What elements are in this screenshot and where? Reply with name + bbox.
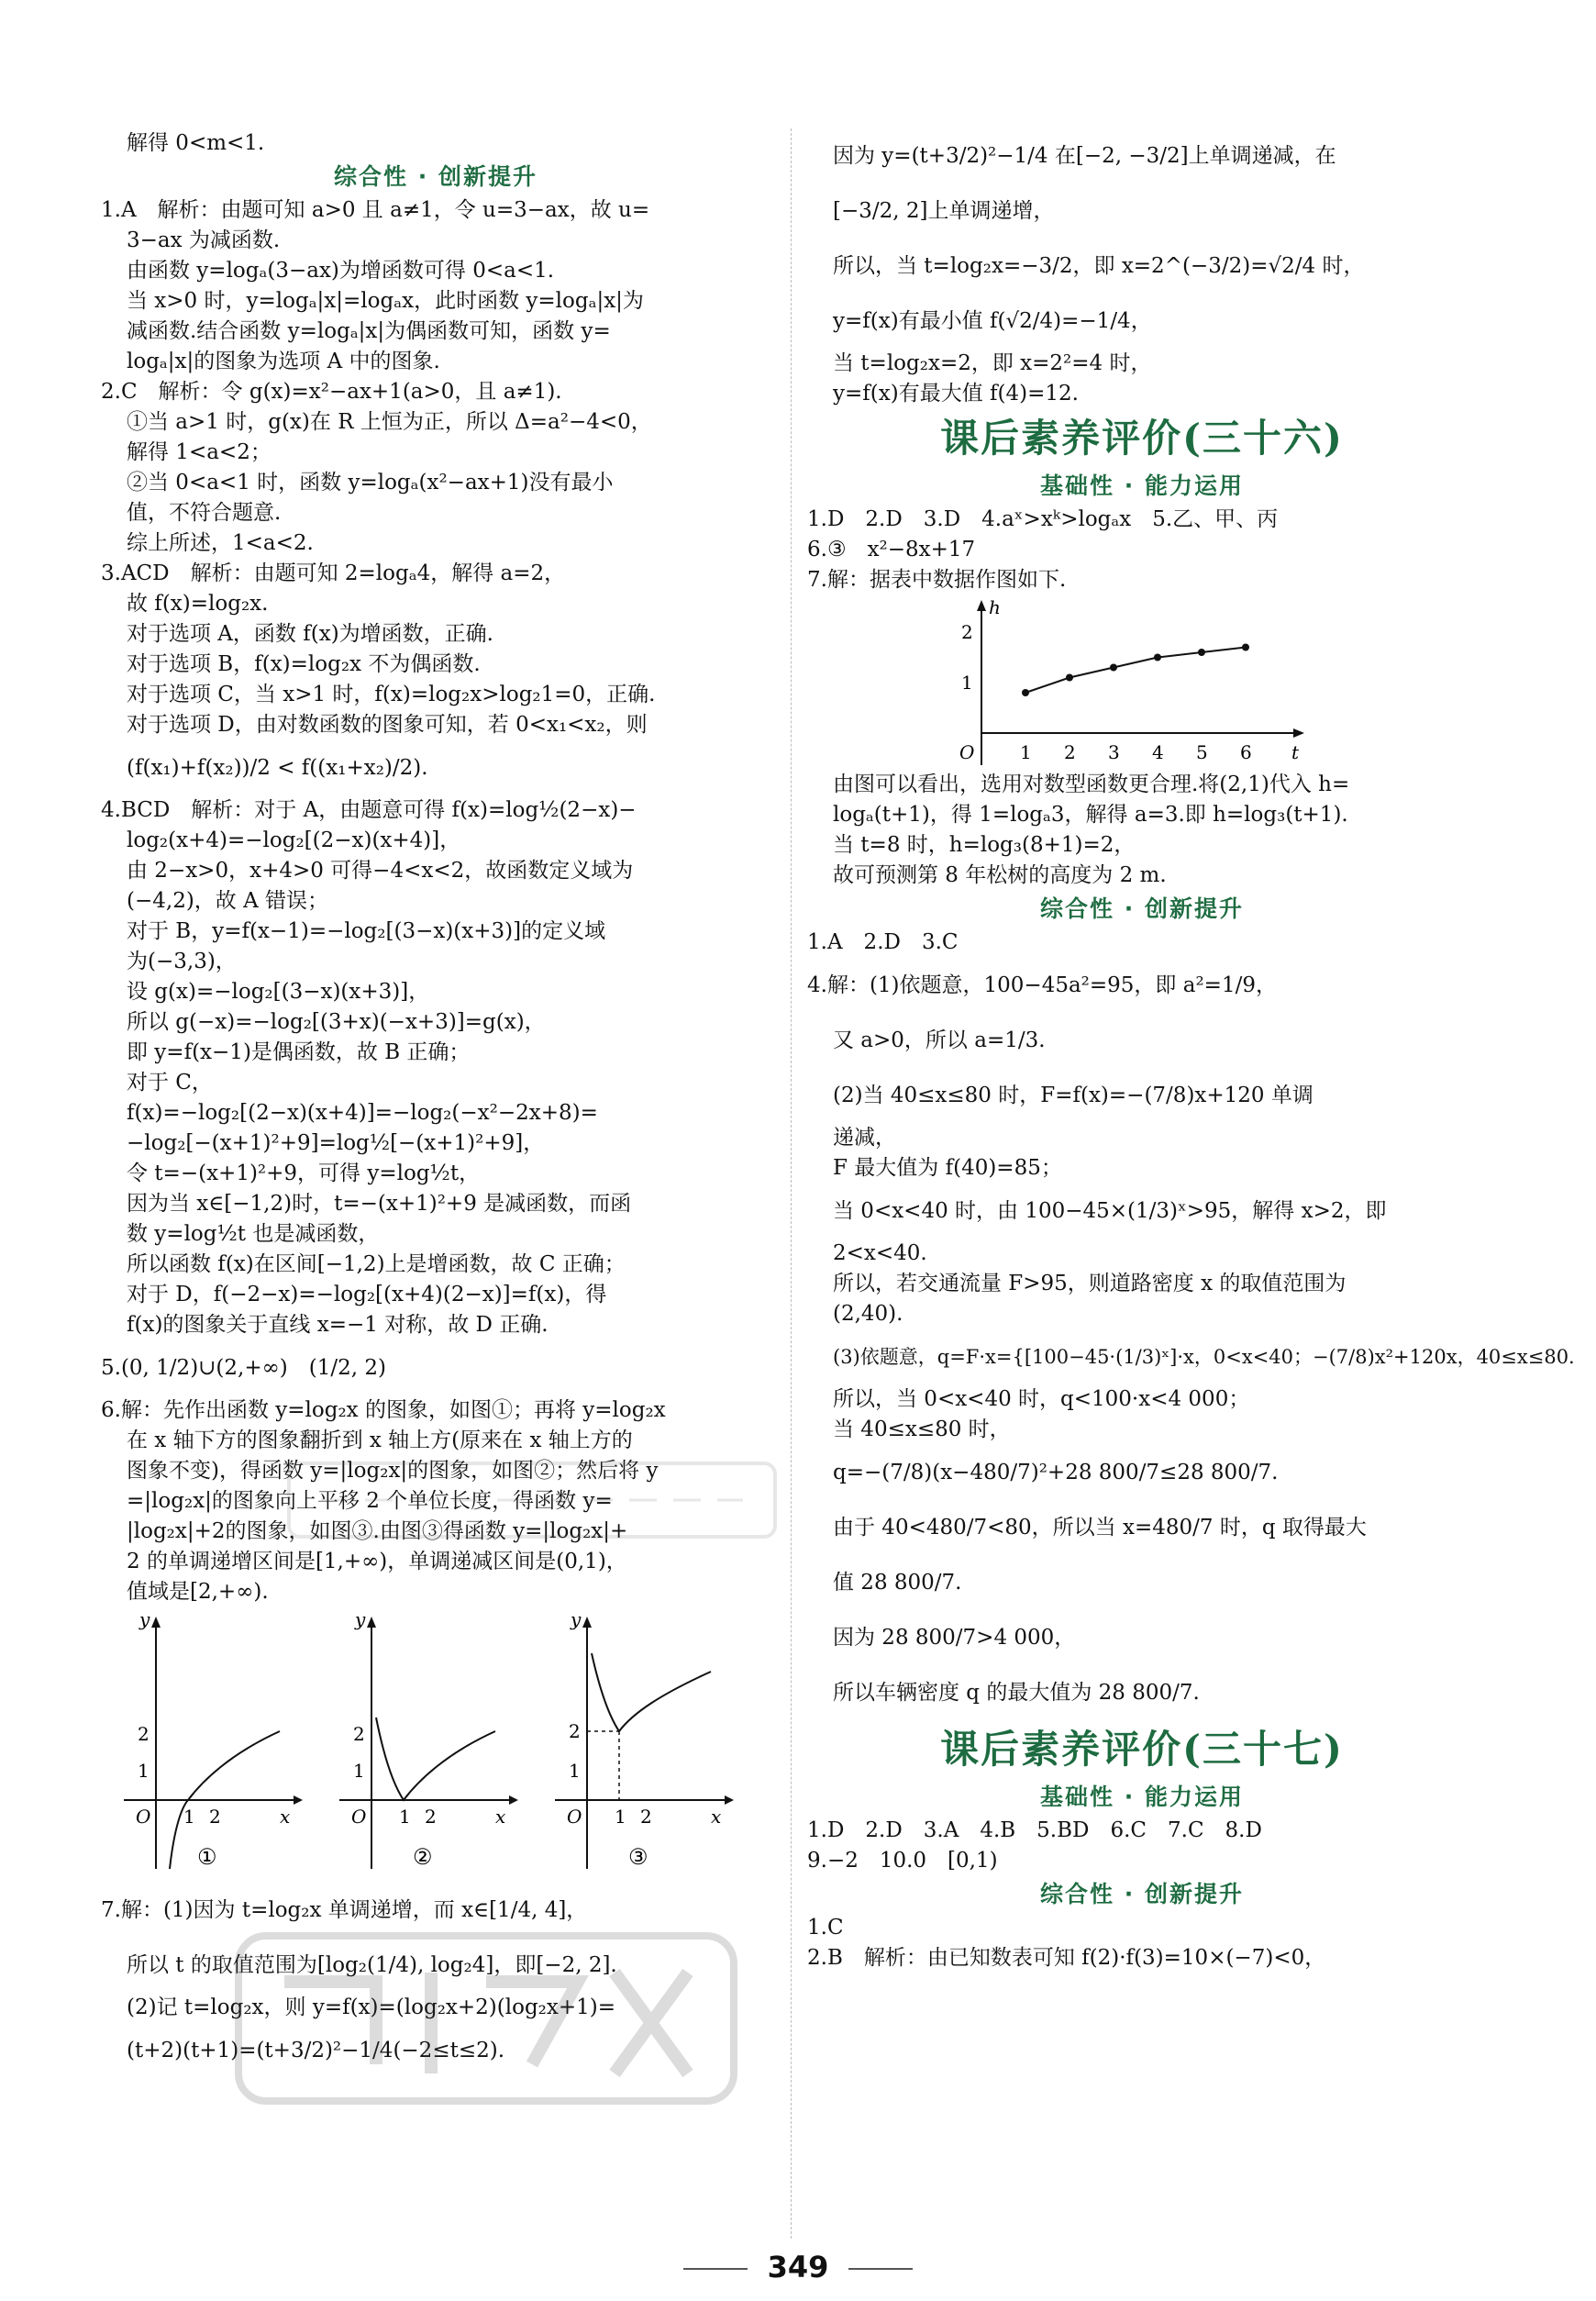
answers-1-8: 1.D 2.D 3.A 4.B 5.BD 6.C 7.C 8.D: [807, 1818, 1262, 1842]
y-axis-label: y: [139, 1608, 150, 1630]
text-line: 减函数.结合函数 y=logₐ|x|为偶函数可知，函数 y=: [127, 319, 611, 343]
answer-4: 4.解：(1)依题意，100−45a²=95，即 a²=1/9，: [807, 973, 1277, 997]
text-line: (t+2)(t+1)=(t+3/2)²−1/4(−2≤t≤2).: [127, 2039, 505, 2062]
text-line: 在 x 轴下方的图象翻折到 x 轴上方(原来在 x 轴上方的: [127, 1428, 633, 1452]
text-line: 所以，当 t=log₂x=−3/2，即 x=2^(−3/2)=√2/4 时，: [833, 254, 1365, 278]
text-line: 当 40≤x≤80 时，: [833, 1417, 1011, 1441]
section-heading: 综合性 · 创新提升: [334, 163, 538, 190]
data-point: [1110, 664, 1117, 672]
column-divider: [791, 128, 792, 2239]
formula-line: (f(x₁)+f(x₂))/2 < f((x₁+x₂)/2).: [127, 756, 428, 780]
piecewise-formula: (3)依题意，q=F·x={[100−45·(1/3)ˣ]·x，0<x<40；−(7/8)x²+120x，40≤x≤80.: [833, 1346, 1575, 1368]
text-line: 对于 B，y=f(x−1)=−log₂[(3−x)(x+3)]的定义域: [127, 919, 606, 943]
section-heading: 基础性 · 能力运用: [1040, 472, 1244, 499]
series-line: [1025, 648, 1246, 694]
x-axis-label: t: [1291, 741, 1300, 763]
answer-7: 7.解：据表中数据作图如下.: [807, 568, 1067, 592]
text-line: 故可预测第 8 年松树的高度为 2 m.: [833, 863, 1167, 887]
graph-1: [119, 1607, 303, 1873]
figure-label: ③: [628, 1844, 648, 1870]
text-line: 所以，若交通流量 F>95，则道路密度 x 的取值范围为: [833, 1272, 1347, 1295]
left-column: [101, 128, 770, 2078]
text-line: 3−ax 为减函数.: [127, 228, 281, 252]
text-line: 对于选项 A，函数 f(x)为增函数，正确.: [127, 622, 493, 646]
text-line: 因为 y=(t+3/2)²−1/4 在[−2, −3/2]上单调递减，在: [833, 144, 1336, 168]
text-line: 图象不变)，得函数 y=|log₂x|的图象，如图②；然后将 y: [127, 1459, 659, 1483]
data-point: [1198, 649, 1205, 656]
text-line: 因为 28 800/7>4 000，: [833, 1626, 1076, 1650]
section-heading: 基础性 · 能力运用: [1040, 1784, 1244, 1810]
answer-1: 1.A 解析：由题可知 a>0 且 a≠1，令 u=3−ax，故 u=: [101, 198, 650, 222]
tick-label: 2: [569, 1720, 581, 1742]
tick-label: 1: [569, 1760, 581, 1782]
answer-2: 2.C 解析：令 g(x)=x²−ax+1(a>0，且 a≠1).: [101, 380, 562, 404]
origin-label: O: [136, 1806, 151, 1828]
figure-label: ①: [197, 1844, 217, 1870]
text-line: 所以车辆密度 q 的最大值为 28 800/7.: [833, 1681, 1200, 1705]
y-tick-label: 1: [961, 672, 973, 694]
section-heading: 综合性 · 创新提升: [1040, 1881, 1244, 1907]
text-line: 为(−3,3)，: [127, 950, 237, 973]
text-line: logₐ(t+1)，得 1=logₐ3，解得 a=3.即 h=log₃(t+1).: [833, 803, 1348, 827]
text-line: (−4,2)，故 A 错误；: [127, 889, 329, 913]
origin-label: O: [351, 1806, 367, 1828]
text-line: 递减，: [833, 1126, 896, 1150]
data-point: [1242, 644, 1249, 651]
text-line: 2<x<40.: [833, 1241, 927, 1265]
text-line: y=f(x)有最大值 f(4)=12.: [833, 382, 1079, 406]
text-line: 当 t=8 时，h=log₃(8+1)=2，: [833, 833, 1136, 857]
tick-label: 1: [138, 1760, 150, 1782]
text-line: q=−(7/8)(x−480/7)²+28 800/7≤28 800/7.: [833, 1461, 1279, 1484]
y-axis-label: y: [571, 1608, 582, 1630]
text-line: =|log₂x|的图象向上平移 2 个单位长度，得函数 y=: [127, 1489, 613, 1513]
right-column: [807, 128, 1575, 1973]
text-line: (2)记 t=log₂x，则 y=f(x)=(log₂x+2)(log₂x+1)=: [127, 1995, 616, 2019]
text-line: 值 28 800/7.: [833, 1571, 962, 1595]
answer-7: 7.解：(1)因为 t=log₂x 单调递增，而 x∈[1/4, 4]，: [101, 1898, 588, 1922]
x-tick-label: 1: [1020, 741, 1032, 763]
text-line: 当 t=log₂x=2，即 x=2²=4 时，: [833, 351, 1152, 375]
x-axis-arrow: [1293, 728, 1304, 738]
text-line: 解得 1<a<2；: [127, 440, 272, 464]
page-number: 349: [767, 2250, 829, 2284]
text-line: f(x)的图象关于直线 x=−1 对称，故 D 正确.: [127, 1313, 549, 1337]
text-line: ①当 a>1 时，g(x)在 R 上恒为正，所以 Δ=a²−4<0，: [127, 410, 652, 434]
footer-dash: [683, 2268, 748, 2270]
y-tick-label: 2: [961, 621, 973, 643]
answer-3: 3.ACD 解析：由题可知 2=logₐ4，解得 a=2，: [101, 561, 566, 585]
text-line: f(x)=−log₂[(2−x)(x+4)]=−log₂(−x²−2x+8)=: [127, 1101, 598, 1125]
text-line: 当 x>0 时，y=logₐ|x|=logₐx，此时函数 y=logₐ|x|为: [127, 289, 644, 313]
text-line: 2 的单调递增区间是[1,+∞)，单调递减区间是(0,1)，: [127, 1550, 627, 1573]
text-line: (2,40).: [833, 1302, 903, 1326]
answers-1-3: 1.A 2.D 3.C: [807, 930, 959, 954]
x-axis-label: x: [495, 1806, 506, 1828]
section-title-37: 课后素养评价(三十七): [940, 1727, 1344, 1772]
height-growth-chart: [945, 595, 1312, 770]
text-line: 又 a>0，所以 a=1/3.: [833, 1028, 1046, 1052]
text-line: 所以，当 0<x<40 时，q<100·x<4 000；: [833, 1387, 1250, 1411]
tick-label: 2: [640, 1806, 652, 1828]
answers-1-5: 1.D 2.D 3.D 4.aˣ>xᵏ>logₐx 5.乙、甲、丙: [807, 507, 1279, 531]
y-axis-label: h: [989, 596, 1001, 618]
text-line: 对于 D，f(−2−x)=−log₂[(x+4)(2−x)]=f(x)，得: [127, 1283, 607, 1306]
text-line: 由于 40<480/7<80，所以当 x=480/7 时，q 取得最大: [833, 1516, 1367, 1540]
text-line: 故 f(x)=log₂x.: [127, 592, 269, 616]
x-tick-label: 6: [1240, 741, 1252, 763]
x-tick-label: 2: [1064, 741, 1076, 763]
tick-label: 1: [353, 1760, 365, 1782]
origin-label: O: [567, 1806, 582, 1828]
text-line: 对于选项 D，由对数函数的图象可知，若 0<x₁<x₂，则: [127, 713, 648, 737]
answer-6: 6.解：先作出函数 y=log₂x 的图象，如图①；再将 y=log₂x: [101, 1398, 666, 1422]
answer-1: 1.C: [807, 1916, 844, 1940]
answer-4: 4.BCD 解析：对于 A，由题意可得 f(x)=log½(2−x)−: [101, 798, 637, 822]
section-title-36: 课后素养评价(三十六): [940, 416, 1344, 461]
x-tick-label: 4: [1152, 741, 1164, 763]
tick-label: 1: [615, 1806, 626, 1828]
tick-label: 2: [425, 1806, 437, 1828]
data-point: [1154, 654, 1161, 661]
tick-label: 2: [353, 1723, 365, 1745]
text-line: logₐ|x|的图象为选项 A 中的图象.: [127, 350, 440, 373]
function-graphs: [101, 1607, 770, 1883]
tick-label: 1: [399, 1806, 411, 1828]
section-heading: 综合性 · 创新提升: [1040, 895, 1244, 922]
text-line: 所以函数 f(x)在区间[−1,2)上是增函数，故 C 正确；: [127, 1252, 626, 1276]
graph-2: [335, 1607, 518, 1873]
graph-3: [550, 1607, 734, 1873]
text-line: 所以 t 的取值范围为[log₂(1/4), log₂4]，即[−2, 2].: [127, 1953, 617, 1977]
x-axis-label: x: [711, 1806, 722, 1828]
x-axis-label: x: [280, 1806, 291, 1828]
tick-label: 2: [209, 1806, 221, 1828]
page-number-footer: [0, 2250, 1596, 2284]
text-line: 对于 C，: [127, 1071, 213, 1095]
text-line: y=f(x)有最小值 f(√2/4)=−1/4，: [833, 309, 1152, 333]
tick-label: 1: [183, 1806, 195, 1828]
answer-5: 5.(0, 1/2)∪(2,+∞) (1/2, 2): [101, 1356, 386, 1380]
text-line: F 最大值为 f(40)=85；: [833, 1156, 1062, 1180]
answer-2: 2.B 解析：由已知数表可知 f(2)·f(3)=10×(−7)<0，: [807, 1946, 1326, 1970]
y-axis-arrow: [977, 600, 986, 611]
text-line: [−3/2, 2]上单调递增，: [833, 199, 1055, 223]
text-line: 令 t=−(x+1)²+9，可得 y=log½t，: [127, 1162, 481, 1185]
text-line: 对于选项 C，当 x>1 时，f(x)=log₂x>log₂1=0，正确.: [127, 683, 656, 706]
y-axis-label: y: [355, 1608, 366, 1630]
text-line: 综上所述，1<a<2.: [127, 531, 314, 555]
data-point: [1066, 674, 1073, 682]
text-line: 对于选项 B，f(x)=log₂x 不为偶函数.: [127, 652, 481, 676]
text-line: 设 g(x)=−log₂[(3−x)(x+3)]，: [127, 980, 430, 1004]
tick-label: 2: [138, 1723, 150, 1745]
text-line: 当 0<x<40 时，由 100−45×(1/3)ˣ>95，解得 x>2，即: [833, 1199, 1387, 1223]
text-line: log₂(x+4)=−log₂[(2−x)(x+4)]，: [127, 828, 461, 852]
x-tick-label: 3: [1108, 741, 1120, 763]
x-tick-label: 5: [1196, 741, 1208, 763]
watermark-logo: [229, 1927, 743, 2110]
text-line: 数 y=log½t 也是减函数，: [127, 1222, 380, 1246]
figure-label: ②: [413, 1844, 433, 1870]
text-line: (2)当 40≤x≤80 时，F=f(x)=−(7/8)x+120 单调: [833, 1084, 1313, 1107]
text-line: 值，不符合题意.: [127, 501, 282, 525]
data-point: [1022, 689, 1029, 696]
watermark-stamp: [284, 1459, 780, 1541]
answers-9-10: 9.−2 10.0 [0,1): [807, 1849, 998, 1873]
text-line: ②当 0<a<1 时，函数 y=logₐ(x²−ax+1)没有最小: [127, 471, 614, 495]
text-line: 解得 0<m<1.: [127, 131, 265, 155]
answer-6: 6.③ x²−8x+17: [807, 538, 976, 561]
text-line: 由图可以看出，选用对数型函数更合理.将(2,1)代入 h=: [833, 773, 1350, 796]
text-line: 由函数 y=logₐ(3−ax)为增函数可得 0<a<1.: [127, 259, 555, 283]
footer-dash: [848, 2268, 913, 2270]
text-line: −log₂[−(x+1)²+9]=log½[−(x+1)²+9]，: [127, 1131, 545, 1155]
text-line: 因为当 x∈[−1,2)时，t=−(x+1)²+9 是减函数，而函: [127, 1192, 632, 1216]
text-line: 值域是[2,+∞).: [127, 1580, 269, 1604]
text-line: 即 y=f(x−1)是偶函数，故 B 正确；: [127, 1040, 471, 1064]
text-line: 所以 g(−x)=−log₂[(3+x)(−x+3)]=g(x)，: [127, 1010, 546, 1034]
text-line: 由 2−x>0，x+4>0 可得−4<x<2，故函数定义域为: [127, 859, 634, 883]
origin-label: O: [959, 741, 975, 763]
text-line: |log₂x|+2的图象，如图③.由图③得函数 y=|log₂x|+: [127, 1519, 628, 1543]
